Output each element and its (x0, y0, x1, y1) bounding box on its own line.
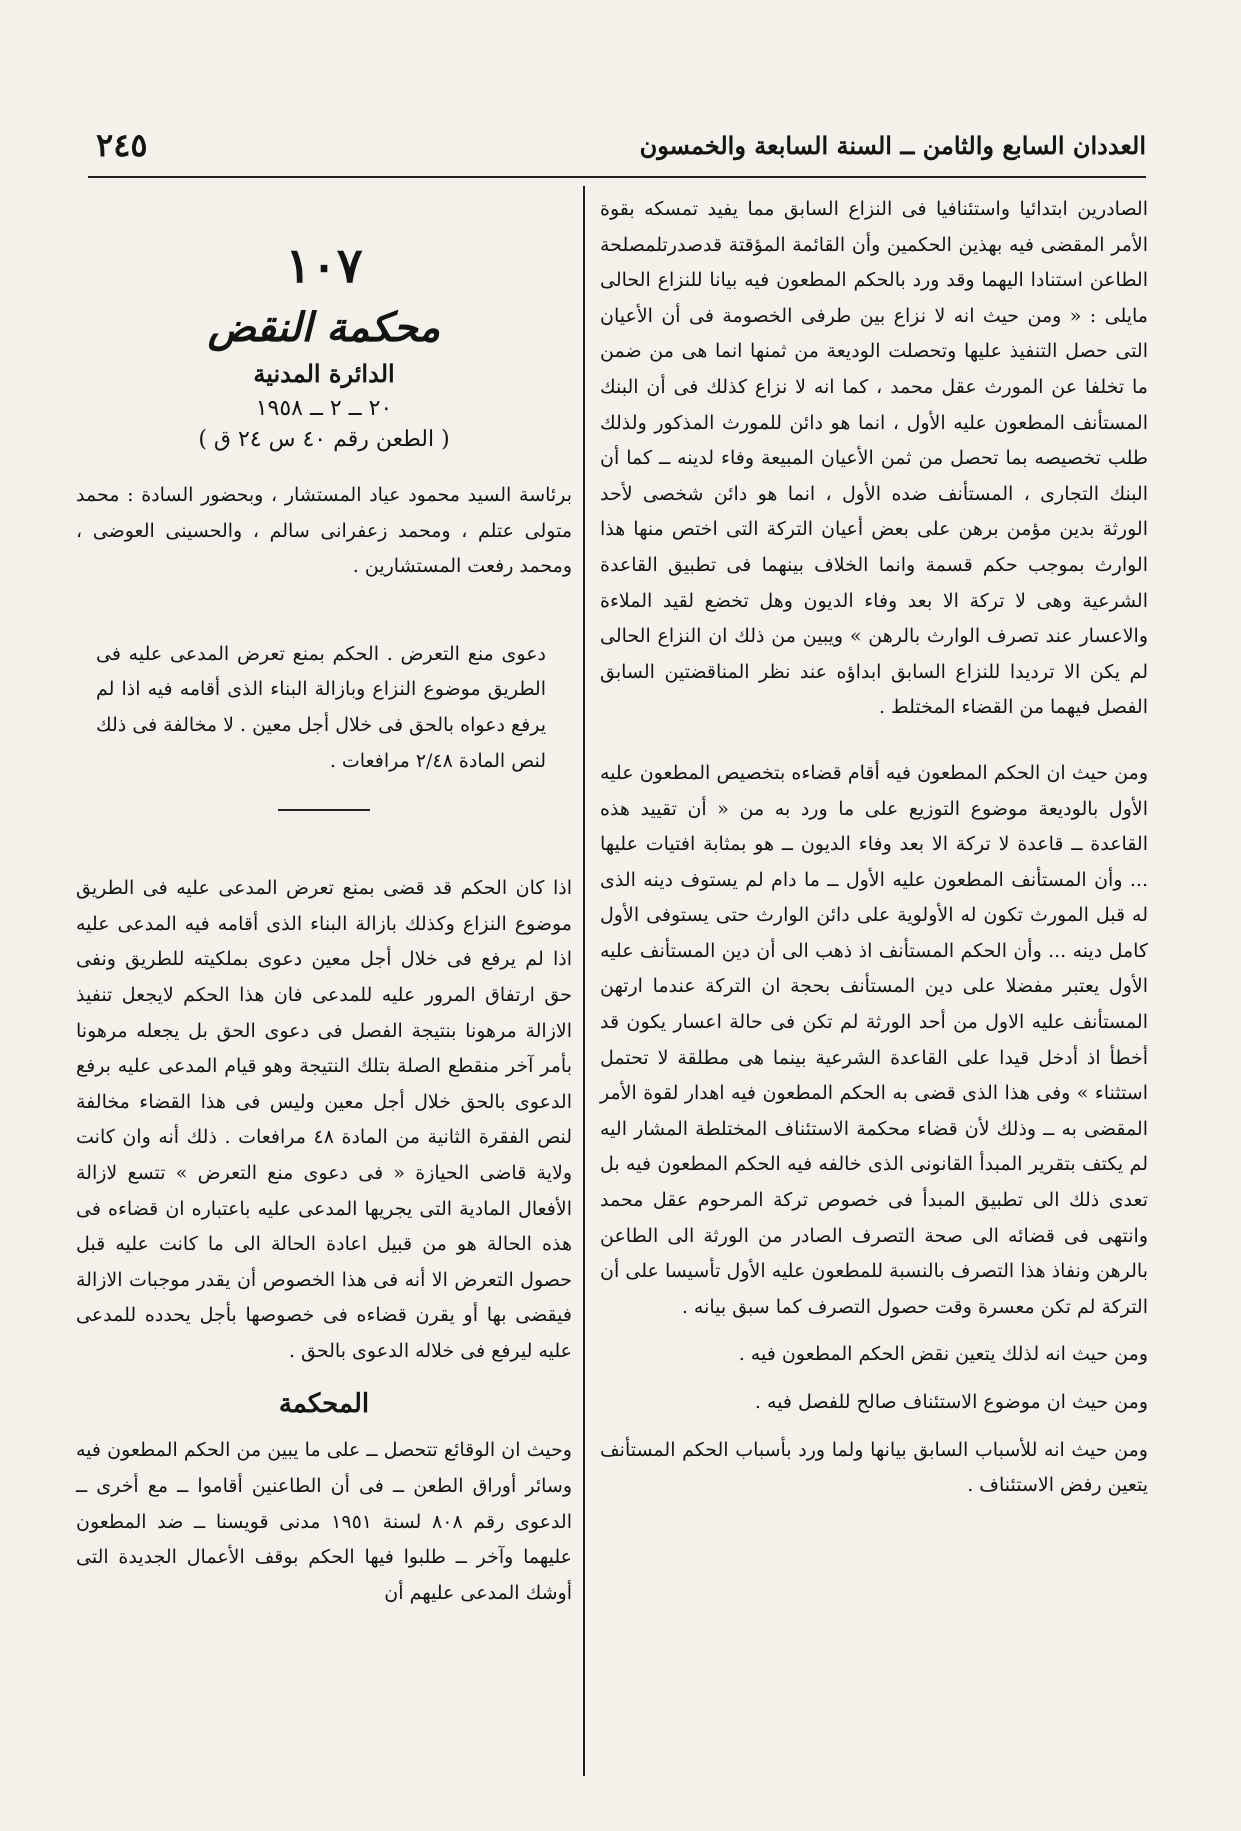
circuit-name: الدائرة المدنية (253, 359, 395, 388)
court-name: محكمة النقض (207, 304, 441, 351)
legal-summary: اذا كان الحكم قد قضى بمنع تعرض المدعى عليه فى الطريق موضوع النزاع وكذلك بازالة البناء الذى أقامه فيه المدعى عليه اذا لم يرفع فى خلال أجل معين دعوى بملكيته للطريق ونفى حق ارتفاق المرور عليه للمدعى فان هذا الحكم لايجعل تنفيذ الازالة مرهونا بنتيجة الفصل فى دعوى الحق بل يجعله مرهونا بأمر آخر منقطع الصلة بتلك النتيجة وهو قيام المدعى عليه برفع الدعوى بالحق خلال أجل معين وليس فى هذا القضاء مخالفة لنص الفقرة الثانية من المادة ٤٨ مرافعات . ذلك أنه وان كانت ولاية قاضى الحيازة « فى دعوى منع التعرض » تتسع لازالة الأفعال المادية التى يجريها المدعى عليه باعتباره ان قضاءه فى هذه الحالة هو من قبيل اعادة الحالة الى ما كانت عليه قبل حصول التعرض الا أنه فى هذا الخصوص أن يقدر موجبات الازالة فيقضى بها أو يقرن قضاءه فى خصوصها بأجل يحدده للمدعى عليه ليرفع فى خلاله الدعوى بالحق . (76, 877, 573, 1362)
column-divider (583, 186, 585, 1776)
right-paragraph-2: ومن حيث ان الحكم المطعون فيه أقام قضاءه بتخصيص المطعون عليه الأول بالوديعة موضوع التوزيع على ما ورد به من « أن تقييد هذه القاعدة ــ قاعدة لا تركة الا بعد وفاء الديون ــ هو بمثابة افتيات عليها ... وأن المستأنف المطعون عليه الأول ــ ما دام لم يستوف دينه الذى له قبل المورث تكون له الأولوية على دائن الوارث حتى يستوفى الأول كامل دينه ... وأن الحكم المستأنف اذ ذهب الى أن دين المستأنف عليه الأول يعتبر مفضلا على دين المستأنف بحجة ان التركة عندما ارتهن المستأنف عليه الاول من أحد الورثة لم تكن فى حالة اعسار يكون قد أخطأ اذ أدخل قيدا على القاعدة الشرعية بينما هى مطلقة لا تحتمل استثناء » وفى هذا الذى قضى به الحكم المطعون فيه اهدار لقوة الأمر المقضى به ــ وذلك لأن قضاء محكمة الاستئناف المختلطة المشار اليه لم يكتف بتقرير المبدأ القانونى الذى خالفه فيه الحكم المطعون فيه بل تعدى ذلك الى تطبيق المبدأ فى خصوص تركة المرحوم عقل محمد وانتهى فى قضائه الى صحة التصرف الصادر من الورثة الى الطاعن بالرهن ونفاذ هذا التصرف بالنسبة للمطعون عليه الأول تأسيسا على أن التركة لم تكن معسرة وقت حصول التصرف كما سبق بيانه . (600, 761, 1148, 1318)
headnote: دعوى منع التعرض . الحكم بمنع تعرض المدعى عليه فى الطريق موضوع النزاع وبازالة البناء الذى أقامه فيه اذا لم يرفع دعواه بالحق فى خلال أجل معين . لا مخالفة فى ذلك لنص المادة ٢/٤٨ مرافعات . (96, 642, 546, 772)
left-column (76, 192, 572, 1611)
right-paragraph-3: ومن حيث انه لذلك يتعين نقض الحكم المطعون فيه . (738, 1343, 1148, 1366)
case-number: ١٠٧ (285, 238, 363, 294)
right-column (600, 192, 1148, 1504)
summary-block (76, 871, 572, 1369)
headnote-rule (278, 809, 370, 811)
ruling-date: ٢٠ ــ ٢ ــ ١٩٥٨ (255, 396, 393, 421)
headnote-block (76, 637, 572, 811)
header-rule (88, 176, 1146, 178)
judgment-heading: المحكمة (278, 1389, 370, 1420)
appeal-reference: ( الطعن رقم ٤٠ س ٢٤ ق ) (198, 427, 450, 452)
running-title: العددان السابع والثامن ــ السنة السابعة والخمسون (639, 130, 1146, 160)
right-paragraph-5: ومن حيث انه للأسباب السابق بيانها ولما ورد بأسباب الحكم المستأنف يتعين رفض الاستئناف . (600, 1438, 1148, 1497)
page-header (88, 118, 1146, 172)
right-paragraph-1: الصادرين ابتدائيا واستئنافيا فى النزاع السابق مما يفيد تمسكه بقوة الأمر المقضى فيه بهذين الحكمين وأن القائمة المؤقتة قدصدرتلمصلحة الطاعن استنادا اليهما وقد ورد بالحكم المطعون فيه بيانا للنزاع الحالى مايلى : « ومن حيث انه لا نزاع بين طرفى الخصومة فى أن الأعيان التى حصل التنفيذ عليها وتحصلت الوديعة من ثمنها انما هى من ضمن ما تخلفا عن المورث عقل محمد ، كما انه لا نزاع كذلك فى أن البنك المستأنف المطعون عليه الأول ، انما هو دائن للمورث المذكور ولذلك طلب تخصيصه بما تحصل من ثمن الأعيان المبيعة وفاء لدينه ــ كما أن البنك التجارى ، المستأنف ضده الأول ، انما هو دائن شخصى لأحد الورثة بدين مؤمن برهن على بعض أعيان التركة التى اختص منها هذا الوارث بموجب حكم قسمة وانما الخلاف بينهما فى تطبيق القاعدة الشرعية وهى لا تركة الا بعد وفاء الديون وهل تخضع لقيد الملاءة والاعسار عند تصرف الوارث بالرهن » ويبين من ذلك ان النزاع الحالى لم يكن الا ترديدا للنزاع السابق ابداؤه عند نظر المناقضتين السابق الفصل فيهما من القضاء المختلط . (600, 198, 1148, 719)
page-number: ٢٤٥ (96, 126, 148, 164)
right-paragraph-4: ومن حيث ان موضوع الاستئناف صالح للفصل فيه . (754, 1391, 1148, 1413)
judgment-text: وحيث ان الوقائع تتحصل ــ على ما يبين من الحكم المطعون فيه وسائر أوراق الطعن ــ فى أن الطاعنين أقاموا ــ مع أخرى ــ الدعوى رقم ٨٠٨ لسنة ١٩٥١ مدنى قويسنا ــ ضد المطعون عليهما وآخر ــ طلبوا فيها الحكم بوقف الأعمال الجديدة التى أوشك المدعى عليهم أن (76, 1439, 572, 1604)
bench-composition: برئاسة السيد محمود عياد المستشار ، وبحضور السادة : محمد متولى عتلم ، ومحمد زعفرانى سالم ، والحسينى العوضى ، ومحمد رفعت المستشارين . (76, 484, 572, 578)
